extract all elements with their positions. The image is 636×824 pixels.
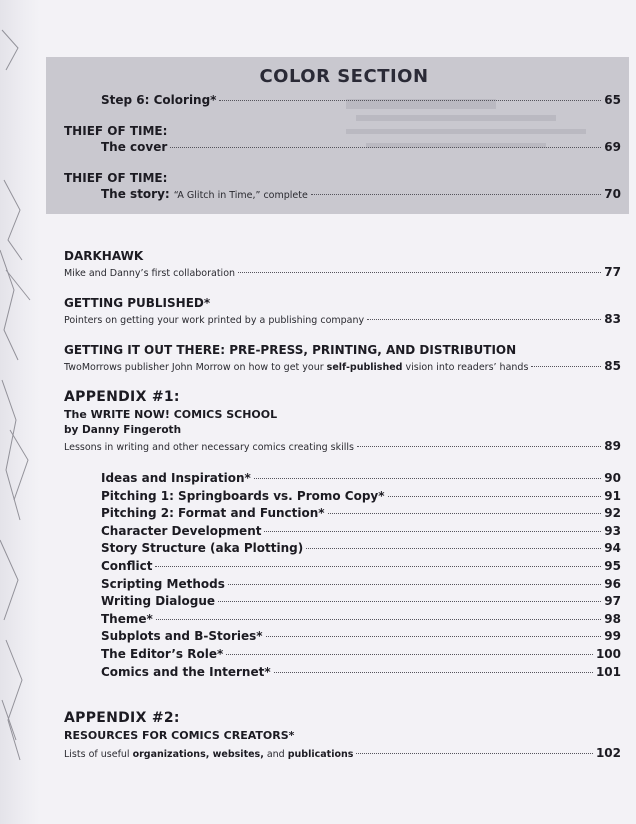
dot-leader <box>306 548 601 549</box>
background-art-icon <box>346 99 616 179</box>
dot-leader <box>228 584 601 585</box>
page-number: 99 <box>604 629 621 644</box>
desc-text: and <box>263 749 288 760</box>
dot-leader <box>531 366 601 367</box>
toc-desc: Pointers on getting your work printed by a publishing company <box>64 315 365 326</box>
thief-story-heading: THIEF OF TIME: <box>64 171 168 185</box>
dot-leader <box>328 513 602 514</box>
toc-entry-appendix1-item[interactable] <box>101 612 621 626</box>
dot-leader <box>357 446 601 447</box>
toc-label: Conflict <box>101 559 153 573</box>
page-number: 83 <box>604 312 621 326</box>
toc-entry-appendix1-item[interactable] <box>101 577 621 591</box>
toc-entry-appendix1-item[interactable] <box>101 665 621 679</box>
page-number: 69 <box>604 140 621 154</box>
appendix1-heading: APPENDIX #1: <box>64 389 180 405</box>
toc-label: Comics and the Internet* <box>101 664 271 679</box>
page-number: 70 <box>604 187 621 201</box>
toc-entry-appendix2[interactable] <box>64 746 621 760</box>
toc-label: Story Structure (aka Plotting) <box>101 541 304 556</box>
page-number: 77 <box>604 265 621 279</box>
toc-label: The cover <box>101 140 168 154</box>
toc-label: Pitching 1: Springboards vs. Promo Copy* <box>101 488 385 503</box>
page-number: 90 <box>604 471 621 485</box>
toc-entry-darkhawk[interactable] <box>64 265 621 279</box>
dot-leader <box>367 319 601 320</box>
dot-leader <box>226 654 593 655</box>
toc-label: Step 6: Coloring* <box>101 93 217 107</box>
dot-leader <box>266 636 602 637</box>
dot-leader <box>388 496 602 497</box>
dot-leader <box>274 672 593 673</box>
dot-leader <box>218 601 601 602</box>
toc-label: Character Development <box>101 523 262 538</box>
toc-entry-appendix1-item[interactable] <box>101 594 621 608</box>
toc-desc: “A Glitch in Time,” complete <box>173 190 308 201</box>
darkhawk-heading: DARKHAWK <box>64 249 144 263</box>
dot-leader <box>264 531 601 532</box>
desc-bold: publications <box>287 749 354 760</box>
page-number: 92 <box>604 506 621 521</box>
toc-desc: Mike and Danny’s first collaboration <box>64 268 236 279</box>
appendix2-heading: APPENDIX #2: <box>64 710 180 726</box>
toc-entry-appendix1-item[interactable] <box>101 524 621 538</box>
toc-entry-appendix1-item[interactable] <box>101 471 621 485</box>
dot-leader <box>238 272 601 273</box>
appendix1-author: by Danny Fingeroth <box>64 424 182 436</box>
toc-entry-thief-cover[interactable] <box>101 140 621 154</box>
toc-entry-appendix1-item[interactable] <box>101 489 621 503</box>
toc-desc: Lessons in writing and other necessary comics creating skills <box>64 442 354 453</box>
toc-entry-getting-published[interactable] <box>64 312 621 326</box>
toc-entry-appendix1-item[interactable] <box>101 506 621 520</box>
thief-cover-heading: THIEF OF TIME: <box>64 124 168 138</box>
toc-label: Subplots and B-Stories* <box>101 629 263 644</box>
toc-label: Scripting Methods <box>101 576 225 591</box>
page-number: 91 <box>604 488 621 503</box>
page-number: 101 <box>595 664 621 679</box>
getting-published-heading: GETTING PUBLISHED* <box>64 296 211 310</box>
color-section-title: COLOR SECTION <box>259 66 429 87</box>
toc-entry-appendix1-item[interactable] <box>101 647 621 661</box>
toc-label: Writing Dialogue <box>101 594 216 609</box>
page-number: 95 <box>604 559 621 573</box>
toc-entry-step6[interactable] <box>101 93 621 107</box>
dot-leader <box>311 194 601 195</box>
toc-entry-appendix1[interactable] <box>64 439 621 453</box>
page-number: 85 <box>604 359 621 373</box>
appendix1-subtitle: The WRITE NOW! COMICS SCHOOL <box>64 408 278 421</box>
dot-leader <box>219 100 601 101</box>
dot-leader <box>156 619 602 620</box>
toc-label: The Editor’s Role* <box>101 647 224 661</box>
toc-entry-appendix1-item[interactable] <box>101 559 621 573</box>
toc-entry-appendix1-item[interactable] <box>101 541 621 555</box>
page-number: 102 <box>595 746 621 760</box>
page-number: 97 <box>604 594 621 609</box>
toc-entry-appendix1-item[interactable] <box>101 629 621 643</box>
desc-text: vision into readers’ hands <box>402 362 529 373</box>
desc-bold: organizations, websites, <box>132 749 264 760</box>
toc-label: Theme* <box>101 611 153 626</box>
toc-label: Ideas and Inspiration* <box>101 471 251 485</box>
dot-leader <box>155 566 601 567</box>
page-number: 89 <box>604 439 621 453</box>
dot-leader <box>170 147 601 148</box>
toc-entry-getting-out[interactable] <box>64 359 621 373</box>
page-number: 93 <box>604 523 621 538</box>
page-number: 65 <box>604 93 621 107</box>
page-edge-sketch <box>0 0 40 824</box>
page-number: 94 <box>604 541 621 556</box>
toc-label: The story: <box>101 187 170 201</box>
dot-leader <box>254 478 601 479</box>
page-number: 96 <box>604 576 621 591</box>
sketch-art-icon <box>0 0 40 824</box>
desc-text: Lists of useful <box>64 749 133 760</box>
page-number: 98 <box>604 611 621 626</box>
page-number: 100 <box>595 647 621 661</box>
desc-text: TwoMorrows publisher John Morrow on how to get your <box>64 362 327 373</box>
dot-leader <box>356 753 593 754</box>
toc-entry-thief-story[interactable] <box>101 187 621 201</box>
desc-bold: self-published <box>326 362 403 373</box>
toc-desc <box>64 749 353 760</box>
toc-desc <box>64 362 528 373</box>
getting-out-heading: GETTING IT OUT THERE: PRE-PRESS, PRINTING, AND DISTRIBUTION <box>64 343 517 357</box>
toc-label: Pitching 2: Format and Function* <box>101 506 325 521</box>
appendix2-subtitle: RESOURCES FOR COMICS CREATORS* <box>64 729 295 742</box>
